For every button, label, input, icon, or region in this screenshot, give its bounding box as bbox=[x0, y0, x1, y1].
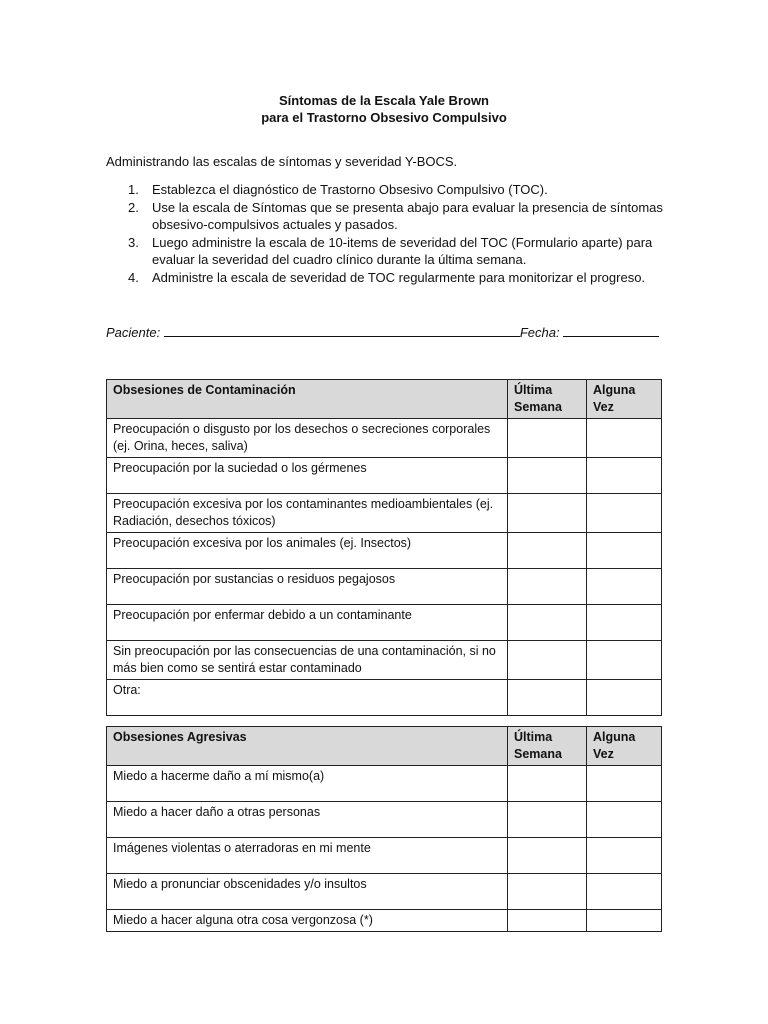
instruction-text: Establezca el diagnóstico de Trastorno Obsesivo Compulsivo (TOC). bbox=[152, 182, 548, 197]
patient-label: Paciente: bbox=[106, 325, 161, 340]
symptom-cell: Preocupación excesiva por los contaminantes medioambientales (ej. Radiación, desechos tóxicos) bbox=[107, 494, 508, 533]
table-row bbox=[107, 838, 662, 874]
table-row bbox=[107, 802, 662, 838]
aggressive-obsessions-table bbox=[106, 726, 662, 932]
table-row bbox=[107, 680, 662, 716]
symptom-cell: Miedo a pronunciar obscenidades y/o insultos bbox=[107, 874, 508, 910]
table-row bbox=[107, 569, 662, 605]
last-week-check-cell[interactable] bbox=[508, 605, 587, 641]
table-row bbox=[107, 533, 662, 569]
ever-check-cell[interactable] bbox=[587, 533, 662, 569]
last-week-check-cell[interactable] bbox=[508, 533, 587, 569]
instruction-text: Use la escala de Síntomas que se presenta abajo para evaluar la presencia de síntomas obsesivo-compulsivos actuales y pasados. bbox=[152, 199, 663, 232]
table-header-ever: Alguna Vez bbox=[587, 380, 662, 419]
symptom-cell: Miedo a hacer daño a otras personas bbox=[107, 802, 508, 838]
date-label: Fecha: bbox=[519, 325, 560, 340]
title-line-2: para el Trastorno Obsesivo Compulsivo bbox=[261, 110, 507, 125]
ever-check-cell[interactable] bbox=[587, 641, 662, 680]
table-header-category: Obsesiones Agresivas bbox=[107, 727, 508, 766]
last-week-check-cell[interactable] bbox=[508, 569, 587, 605]
last-week-check-cell[interactable] bbox=[508, 838, 587, 874]
last-week-check-cell[interactable] bbox=[508, 641, 587, 680]
instruction-list bbox=[106, 181, 666, 286]
instruction-item bbox=[106, 199, 666, 234]
symptom-cell: Miedo a hacerme daño a mí mismo(a) bbox=[107, 766, 508, 802]
instruction-number: 1. bbox=[128, 182, 139, 197]
last-week-check-cell[interactable] bbox=[508, 680, 587, 716]
last-week-check-cell[interactable] bbox=[508, 874, 587, 910]
instruction-text: Luego administre la escala de 10-items de severidad del TOC (Formulario aparte) para evaluar la severidad del cuadro clínico durante la última semana. bbox=[152, 234, 653, 267]
document-title bbox=[0, 92, 768, 126]
instruction-number: 4. bbox=[128, 269, 139, 285]
ever-check-cell[interactable] bbox=[587, 910, 662, 932]
intro-text: Administrando las escalas de síntomas y severidad Y-BOCS. bbox=[106, 154, 458, 169]
ever-check-cell[interactable] bbox=[587, 569, 662, 605]
table-row bbox=[107, 641, 662, 680]
date-field[interactable] bbox=[563, 324, 659, 337]
instruction-number: 2. bbox=[128, 199, 139, 215]
table-header-ever: Alguna Vez bbox=[587, 727, 662, 766]
ever-check-cell[interactable] bbox=[587, 605, 662, 641]
table-row bbox=[107, 874, 662, 910]
patient-date-line bbox=[106, 324, 666, 340]
symptom-cell: Sin preocupación por las consecuencias de una contaminación, si no más bien como se sentirá estar contaminado bbox=[107, 641, 508, 680]
patient-name-field[interactable] bbox=[164, 324, 520, 337]
table-header-category: Obsesiones de Contaminación bbox=[107, 380, 508, 419]
table-header-last-week: Última Semana bbox=[508, 380, 587, 419]
symptom-cell: Preocupación o disgusto por los desechos o secreciones corporales (ej. Orina, heces, saliva) bbox=[107, 419, 508, 458]
table-row bbox=[107, 910, 662, 932]
symptom-cell: Miedo a hacer alguna otra cosa vergonzosa (*) bbox=[107, 910, 508, 932]
table-row bbox=[107, 605, 662, 641]
last-week-check-cell[interactable] bbox=[508, 802, 587, 838]
symptom-cell: Preocupación por enfermar debido a un contaminante bbox=[107, 605, 508, 641]
contamination-obsessions-table bbox=[106, 379, 662, 716]
instruction-item bbox=[106, 269, 666, 287]
last-week-check-cell[interactable] bbox=[508, 494, 587, 533]
symptom-cell: Imágenes violentas o aterradoras en mi mente bbox=[107, 838, 508, 874]
instruction-item bbox=[106, 234, 666, 269]
table-row bbox=[107, 766, 662, 802]
title-line-1: Síntomas de la Escala Yale Brown bbox=[278, 93, 490, 108]
ever-check-cell[interactable] bbox=[587, 494, 662, 533]
last-week-check-cell[interactable] bbox=[508, 766, 587, 802]
ever-check-cell[interactable] bbox=[587, 838, 662, 874]
instruction-item bbox=[106, 181, 666, 199]
ever-check-cell[interactable] bbox=[587, 874, 662, 910]
table-row bbox=[107, 494, 662, 533]
symptom-cell: Preocupación excesiva por los animales (ej. Insectos) bbox=[107, 533, 508, 569]
table-header-row bbox=[107, 380, 662, 419]
ever-check-cell[interactable] bbox=[587, 766, 662, 802]
table-row bbox=[107, 419, 662, 458]
ever-check-cell[interactable] bbox=[587, 680, 662, 716]
table-header-row bbox=[107, 727, 662, 766]
last-week-check-cell[interactable] bbox=[508, 458, 587, 494]
symptom-cell: Preocupación por sustancias o residuos pegajosos bbox=[107, 569, 508, 605]
table-row bbox=[107, 458, 662, 494]
table-header-last-week: Última Semana bbox=[508, 727, 587, 766]
instruction-number: 3. bbox=[128, 234, 139, 250]
ever-check-cell[interactable] bbox=[587, 458, 662, 494]
last-week-check-cell[interactable] bbox=[508, 419, 587, 458]
instruction-text: Administre la escala de severidad de TOC regularmente para monitorizar el progreso. bbox=[152, 269, 646, 285]
ever-check-cell[interactable] bbox=[587, 419, 662, 458]
symptom-cell: Preocupación por la suciedad o los gérmenes bbox=[107, 458, 508, 494]
ever-check-cell[interactable] bbox=[587, 802, 662, 838]
last-week-check-cell[interactable] bbox=[508, 910, 587, 932]
symptom-cell: Otra: bbox=[107, 680, 508, 716]
